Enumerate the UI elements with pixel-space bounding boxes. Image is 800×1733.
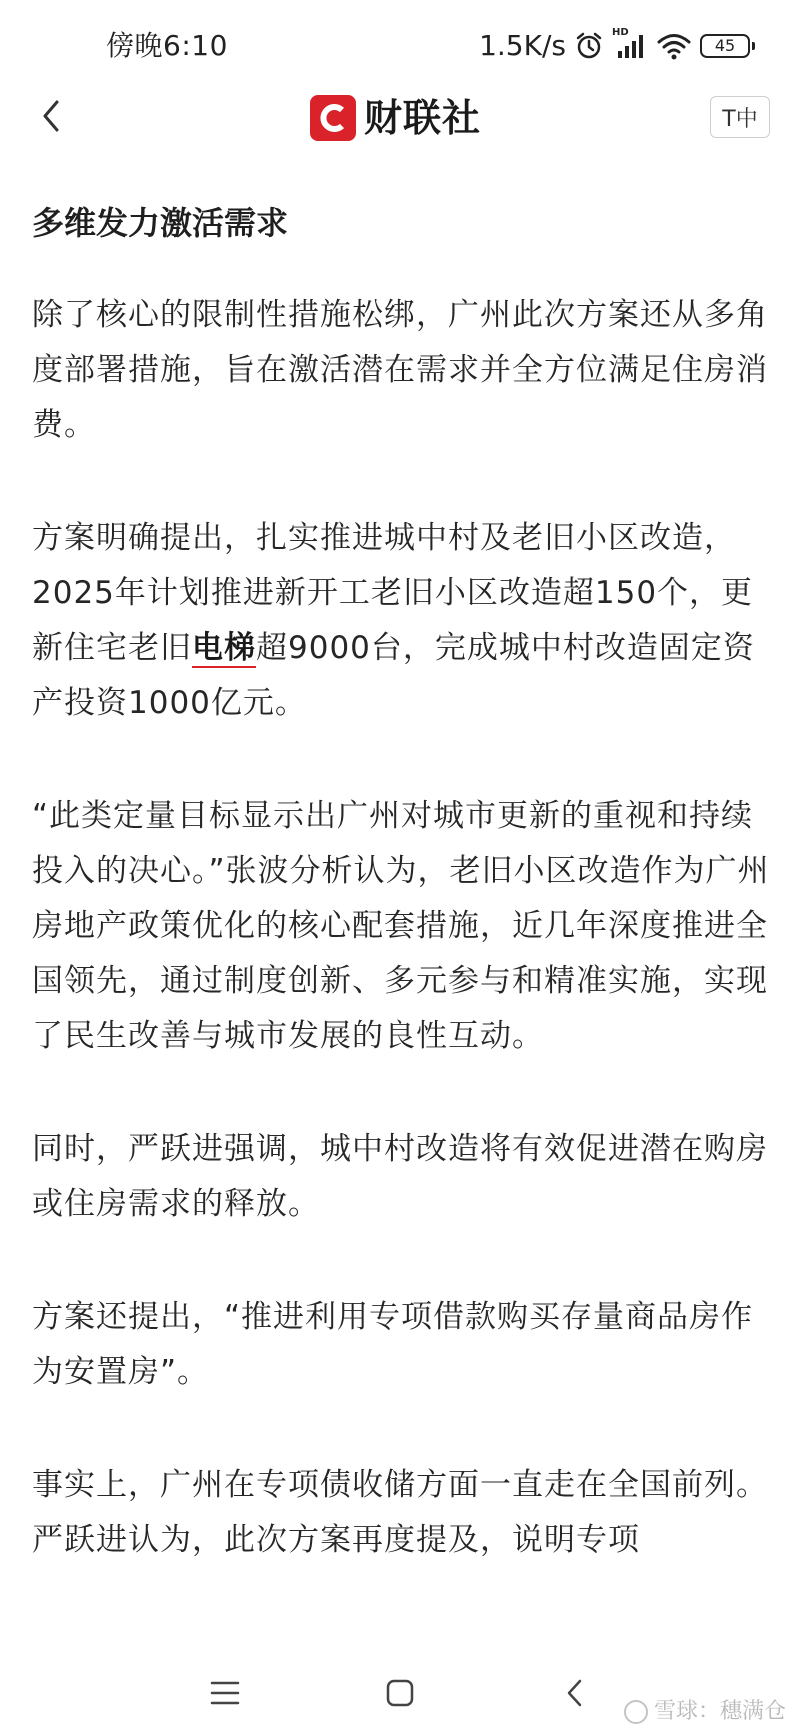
chevron-left-icon [37,99,67,133]
signal-icon [612,27,648,61]
brand [310,92,481,144]
back-chevron-icon [562,1677,588,1709]
article-paragraph: 事实上，广州在专项债收储方面一直走在全国前列。严跃进认为，此次方案再度提及，说明专项 [32,1467,768,1558]
watermark [624,1697,786,1727]
app-header [0,82,800,156]
paragraph-text: 超9000台，完成城中村改造固定资产投资1000亿元。 [32,630,755,721]
article-paragraph: 除了核心的限制性措施松绑，广州此次方案还从多角度部署措施，旨在激活潜在需求并全方位满足住房消费。 [32,297,768,443]
alarm-icon [574,31,604,61]
battery-icon: 45 [700,34,750,58]
watermark-text: 雪球：穗满仓 [653,1699,786,1724]
article-paragraph: “此类定量目标显示出广州对城市更新的重视和持续投入的决心。”张波分析认为，老旧小区改造作为广州房地产政策优化的核心配套措施，近几年深度推进全国领先，通过制度创新、多元参与和精准实施，实现了民生改善与城市发展的良性互动。 [32,798,770,1054]
xueqiu-logo-icon [624,1700,648,1724]
article-paragraph: 同时，严跃进强调，城中村改造将有效促进潜在购房或住房需求的释放。 [32,1131,768,1222]
net-speed: 1.5K/s [479,29,566,62]
font-size-button[interactable]: T中 [710,96,770,138]
menu-icon [208,1678,242,1708]
section-heading: 多维发力激活需求 [32,204,289,242]
brand-logo [310,95,356,141]
keyword-link-elevator[interactable]: 电梯 [192,630,256,666]
home-square-icon [384,1677,416,1709]
back-button[interactable] [30,94,74,138]
paragraph-text: 方案明确提出，扎实推进城中村及老旧小区改造，2025年计划推进新开工老旧小区改造超150个，更新住宅老旧 [32,520,754,666]
brand-name: 财联社 [364,96,482,140]
article-body [32,200,772,1650]
menu-button[interactable] [200,1668,250,1718]
system-back-button[interactable] [550,1668,600,1718]
status-icons [479,26,750,66]
network-type-label: HD [612,27,629,38]
status-time: 傍晚6:10 [106,29,228,62]
scroll-fade [0,1620,800,1650]
article-paragraph: 方案还提出，“推进利用专项借款购买存量商品房作为安置房”。 [32,1299,754,1390]
home-button[interactable] [375,1668,425,1718]
wifi-icon [656,31,692,61]
article-paragraph [32,511,772,731]
